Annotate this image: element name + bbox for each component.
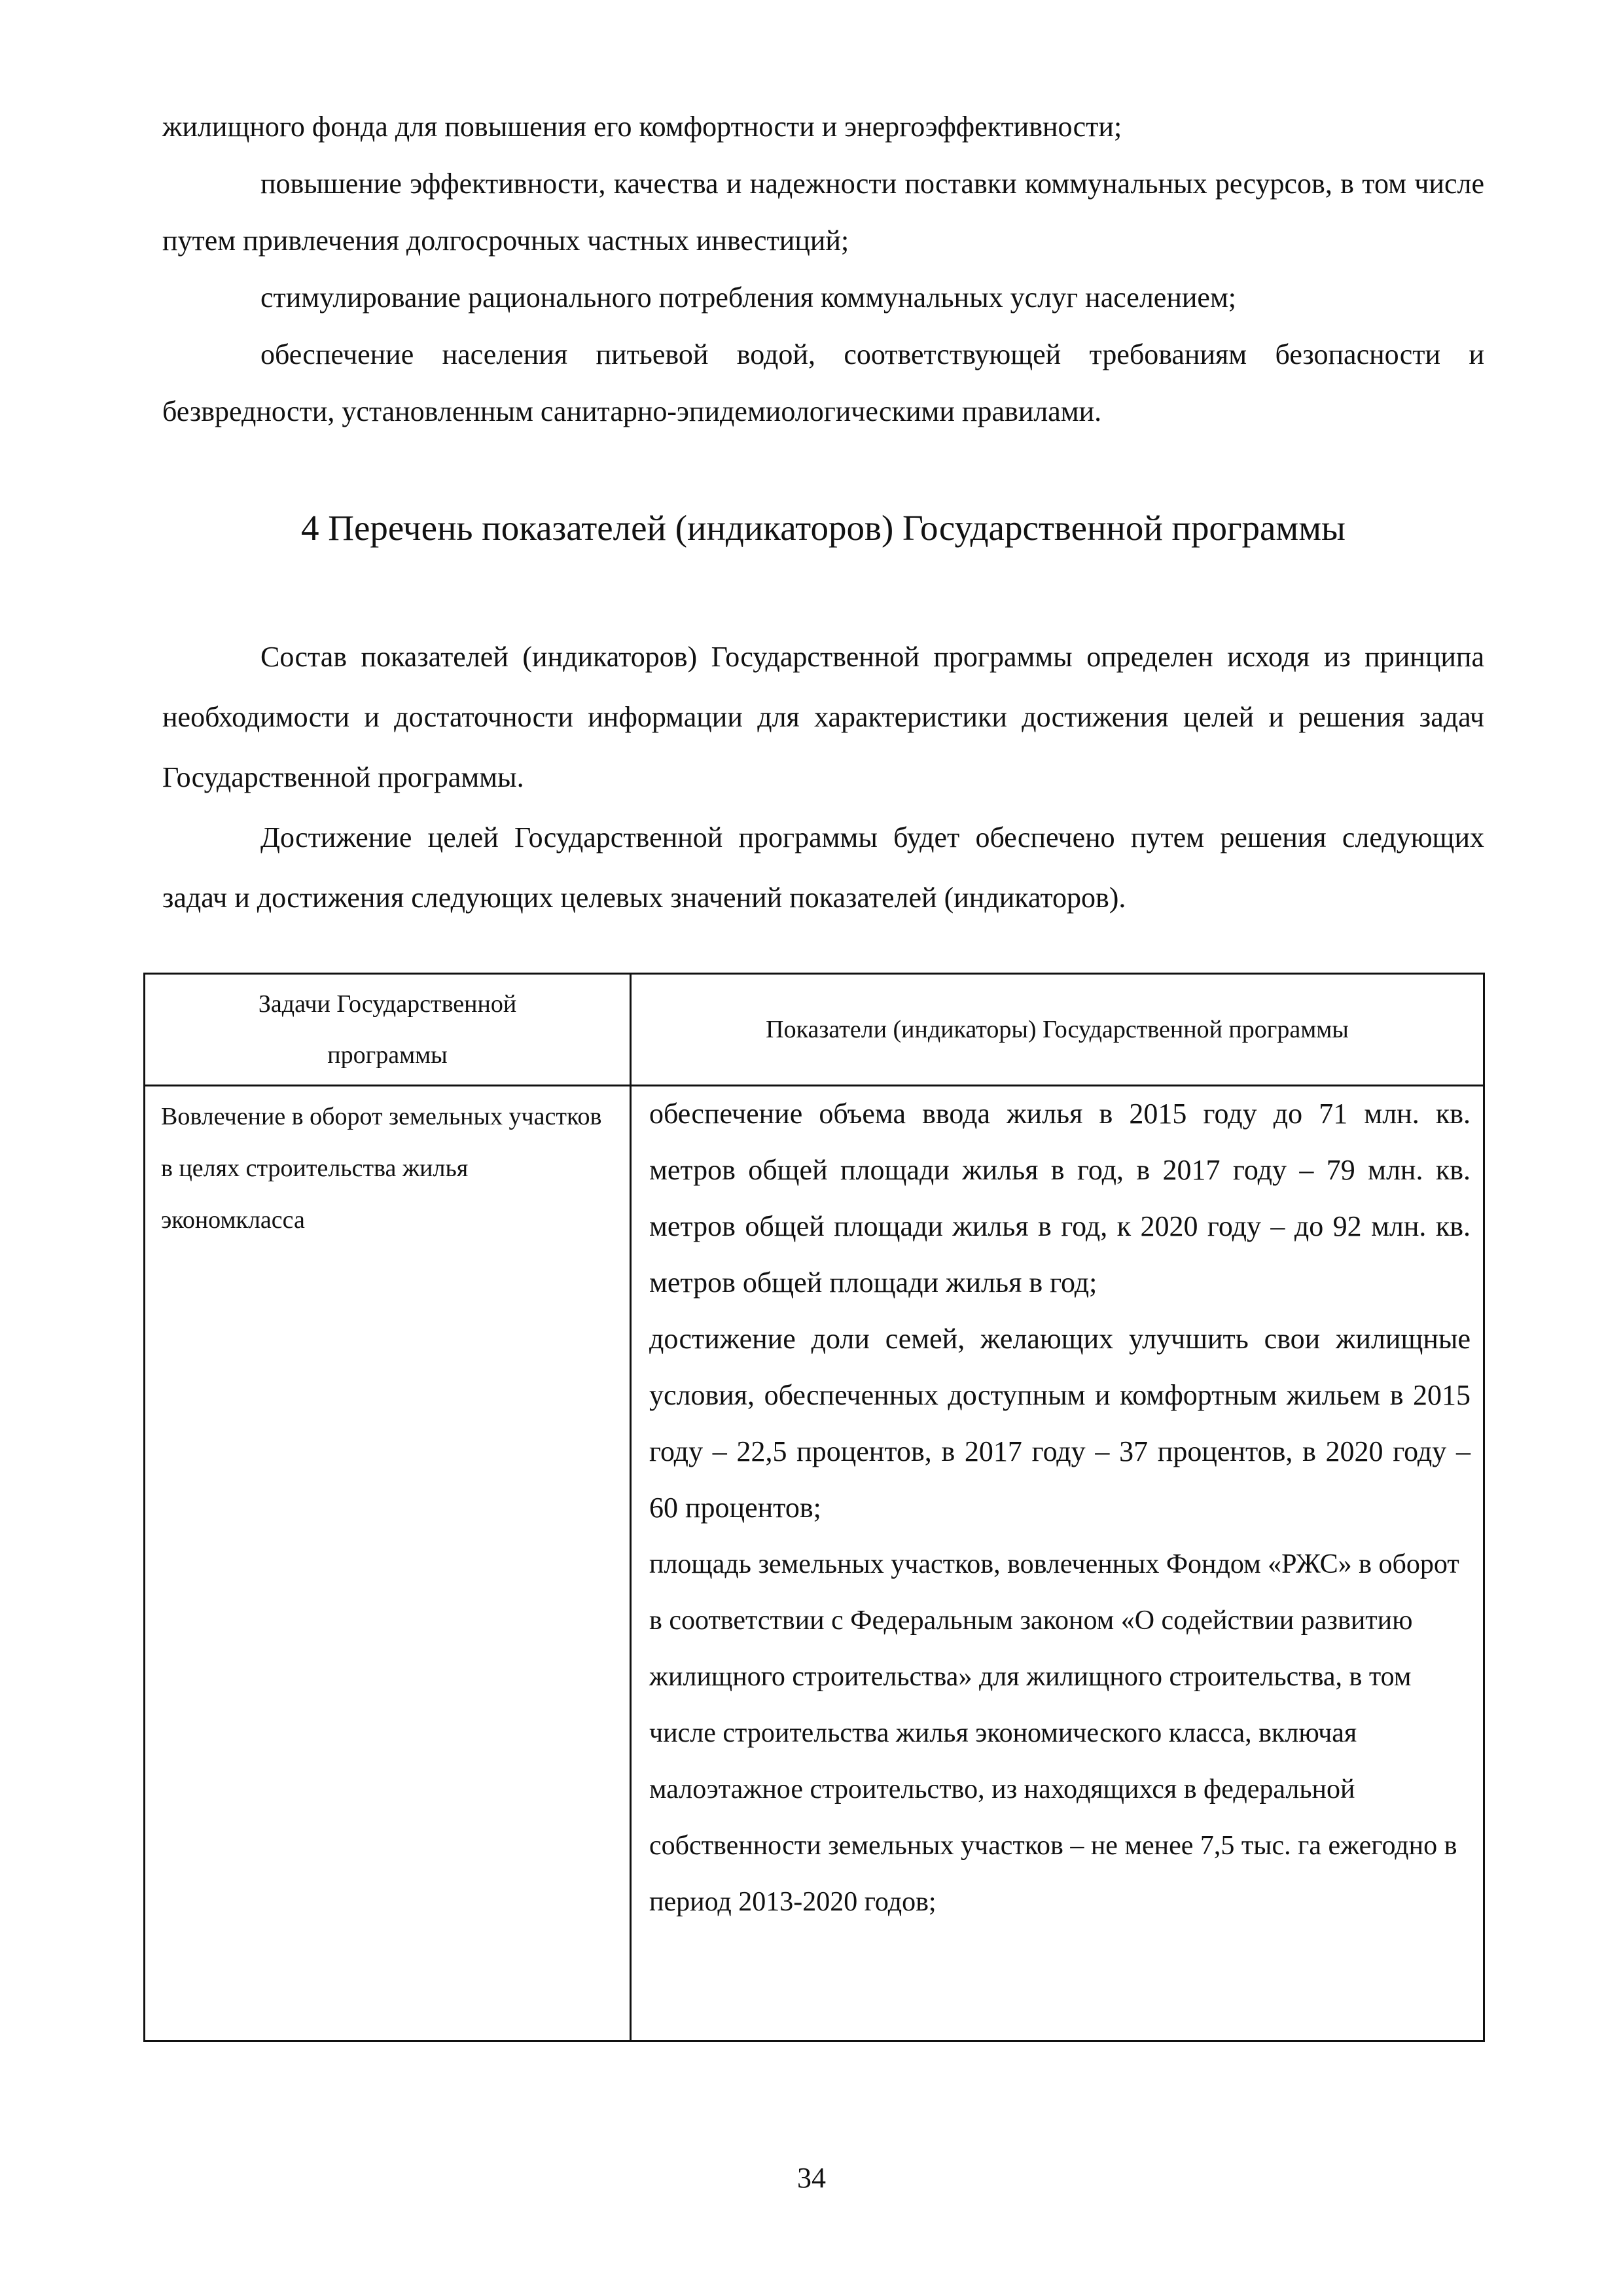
paragraph-housing-fund: жилищного фонда для повышения его комфортности и энергоэффективности; bbox=[162, 111, 1122, 143]
section-body bbox=[162, 627, 1484, 928]
table-header-tasks bbox=[145, 975, 630, 1085]
paragraph-rational-consumption: стимулирование рационального потребления коммунальных услуг населением; bbox=[260, 281, 1237, 314]
table-header-tasks-label: Задачи Государственной программы bbox=[258, 990, 517, 1069]
table-cell-indicators bbox=[649, 1086, 1471, 1930]
paragraph-drinking-water: обеспечение населения питьевой водой, соответствующей требованиям безопасности и безвредности, установленным санитарно-эпидемиологическими правилами. bbox=[162, 338, 1484, 427]
indicator-families-share: достижение доли семей, желающих улучшить свои жилищные условия, обеспеченных доступным и комфортным жильем в 2015 году – 22,5 процентов, в 2017 году – 37 процентов, в 2020 году – 60 процентов; bbox=[649, 1323, 1471, 1524]
page-number: 34 bbox=[797, 2162, 826, 2194]
section-heading: 4 Перечень показателей (индикаторов) Государственной программы bbox=[301, 508, 1346, 548]
table-column-divider bbox=[630, 975, 632, 2040]
paragraph-indicators-composition: Состав показателей (индикаторов) Государственной программы определен исходя из принципа необходимости и достаточности информации для характеристики достижения целей и решения задач Государственной программы. bbox=[162, 641, 1484, 793]
indicator-housing-volume: обеспечение объема ввода жилья в 2015 году до 71 млн. кв. метров общей площади жилья в год, в 2017 году – 79 млн. кв. метров общей площади жилья в год, к 2020 году – до 92 млн. кв. метров общей площади жилья в год; bbox=[649, 1098, 1471, 1299]
indicator-land-area: площадь земельных участков, вовлеченных Фондом «РЖС» в оборот в соответствии с Федеральным законом «О содействии развитию жилищного строительства» для жилищного строительства, в том числе строительства жилья экономического класса, включая малоэтажное строительство, из находящихся в федеральной собственности земельных участков – не менее 7,5 тыс. га ежегодно в период 2013-2020 годов; bbox=[649, 1549, 1459, 1917]
indicators-table bbox=[143, 973, 1485, 2042]
paragraph-goals-achievement: Достижение целей Государственной программы будет обеспечено путем решения следующих задач и достижения следующих целевых значений показателей (индикаторов). bbox=[162, 821, 1484, 914]
paragraph-utility-efficiency: повышение эффективности, качества и надежности поставки коммунальных ресурсов, в том числе путем привлечения долгосрочных частных инвестиций; bbox=[162, 168, 1484, 257]
intro-continuation bbox=[162, 98, 1484, 440]
table-cell-task: Вовлечение в оборот земельных участков в целях строительства жилья экономкласса bbox=[161, 1103, 602, 1234]
table-header-indicators bbox=[632, 975, 1483, 1085]
table-header-indicators-label: Показатели (индикаторы) Государственной программы bbox=[766, 1016, 1349, 1043]
